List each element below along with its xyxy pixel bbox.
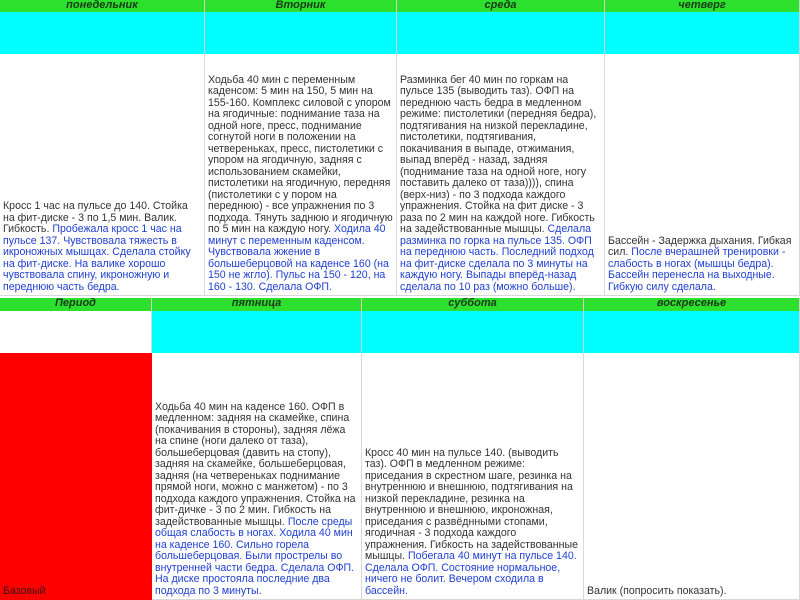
result-text: После вчерашней тренировки - слабость в ногах (мышцы бедра). Бассейн перенесла на выходные. Гибкую силу сделала.: [608, 246, 786, 293]
blank-cyan-cell: [397, 12, 605, 54]
wednesday-cell: [397, 54, 605, 296]
blank-cyan-cell: [0, 12, 205, 54]
tuesday-cell: [205, 54, 397, 296]
plan-text: Кросс 1 час на пульсе до 140. Стойка на фит-диске - 3 по 1,5 мин. Валик. Гибкость.: [3, 200, 188, 235]
friday-cell: [152, 353, 362, 600]
plan-text: Бассейн - Задержка дыхания. Гибкая сил.: [608, 234, 792, 258]
period-red-cell: [0, 353, 152, 600]
plan-text: Разминка бег 40 мин по горкам на пульсе 135 (выводить таз). ОФП на переднюю часть бедра в медленном режиме: пистолетики (передняя бедра), подтягивания на низкой перекладине, пистолетики, подтягивания, покачивания в выпаде, отжимания, выпад вперёд - назад, задняя (поднимание таза на одной ноге, ногу поставить далеко от таза)))), спина (верх-низ) - по 3 подхода каждого упражнения. Стойка на фит диске - 3 раза по 2 мин на каждой ноге. Гибкость на задействованные мышцы.: [400, 73, 597, 235]
monday-cell: [0, 54, 205, 296]
blank-cyan-cell: [584, 311, 800, 353]
header-period: Период: [0, 298, 152, 311]
saturday-cell: [362, 353, 584, 600]
header-wednesday: среда: [397, 0, 605, 12]
thursday-cell: [605, 54, 800, 296]
result-text: Пробежала кросс 1 час на пульсе 137. Чувствовала тяжесть в икроножных мышцах. Сделала стойку на фит-диске. На валике хорошо чувствовала спину, икроножную и переднюю часть бедра.: [3, 223, 191, 293]
blank-cyan-cell: [605, 12, 800, 54]
blank-cyan-cell: [152, 311, 362, 353]
result-text: После среды общая слабость в ногах. Ходила 40 мин на каденсе 160. Сильно горела большеберцовая. Были прострелы во внутренней части бедра. Сделала ОФП. На диске простояла последние два подхода по 3 минуты.: [155, 515, 355, 597]
result-text: Сделала разминка по горка на пульсе 135. ОФП на переднюю часть. Последний подход на фит-диске сделала по 3 минуты на каждую ногу. Выпады вперёд-назад сделала по 10 раз (можно больше).: [400, 223, 594, 293]
header-friday: пятница: [152, 298, 362, 311]
header-thursday: четверг: [605, 0, 800, 12]
blank-cyan-cell: [205, 12, 397, 54]
header-monday: понедельник: [0, 0, 205, 12]
period-blank-cell: [0, 311, 152, 353]
header-sunday: воскресенье: [584, 298, 800, 311]
blank-cyan-cell: [362, 311, 584, 353]
result-text: Побегала 40 минут на пульсе 140. Сделала ОФП. Состояние нормальное, ничего не болит. Вечером сходила в бассейн.: [365, 550, 577, 597]
plan-text: Ходьба 40 мин на каденсе 160. ОФП в медленном: задняя на скамейке, спина (покачивания в стороны), задняя лёжа на спине (ноги далеко от таза), большеберцовая (давить на стопу), задняя на скамейке, большеберцовая, задняя (на четвереньках поднимание прямой ноги, можно с манжетом) - по 3 подхода каждого упражнения. Стойка на фит-дичке - 3 по 2 мин. Гибкость на задействованные мышцы.: [155, 400, 356, 528]
period-value: Базовый: [3, 585, 46, 597]
header-saturday: суббота: [362, 298, 584, 311]
sunday-cell: [584, 353, 800, 600]
header-tuesday: Вторник: [205, 0, 397, 12]
result-text: Ходила 40 минут с переменным каденсом. Чувствовала жжение в большеберцовой на каденсе 160 (на 150 не жгло). Пульс на 150 - 120, на 160 - 130. Сделала ОФП.: [208, 223, 389, 293]
plan-text: Валик (попросить показать).: [587, 584, 727, 597]
plan-text: Кросс 40 мин на пульсе 140. (выводить таз). ОФП в медленном режиме: приседания в скрестном шаге, резинка на внутреннюю и внешнюю, подтягивания на низкой перекладине, резинка на внутреннюю и внешнюю, икроножная, приседания с развёднными стопами, ягодичная - 3 подхода каждого упражнения. Гибкость на задействованные мышцы.: [365, 446, 579, 562]
plan-text: Ходьба 40 мин с переменным каденсом: 5 мин на 150, 5 мин на 155-160. Комплекс силовой с упором на ягодичные: поднимание таза на одной ноге, пресс, поднимание согнутой ноги в положении на четвереньках, пресс, пистолетики с упором на ягодичную, задняя с использованием скамейки, пистолетики на ягодичную, передняя (пистолетики с у пором на переднюю) - все упражнения по 3 подхода. Тянуть заднюю и ягодичную по 5 мин на каждую ногу.: [208, 73, 393, 235]
